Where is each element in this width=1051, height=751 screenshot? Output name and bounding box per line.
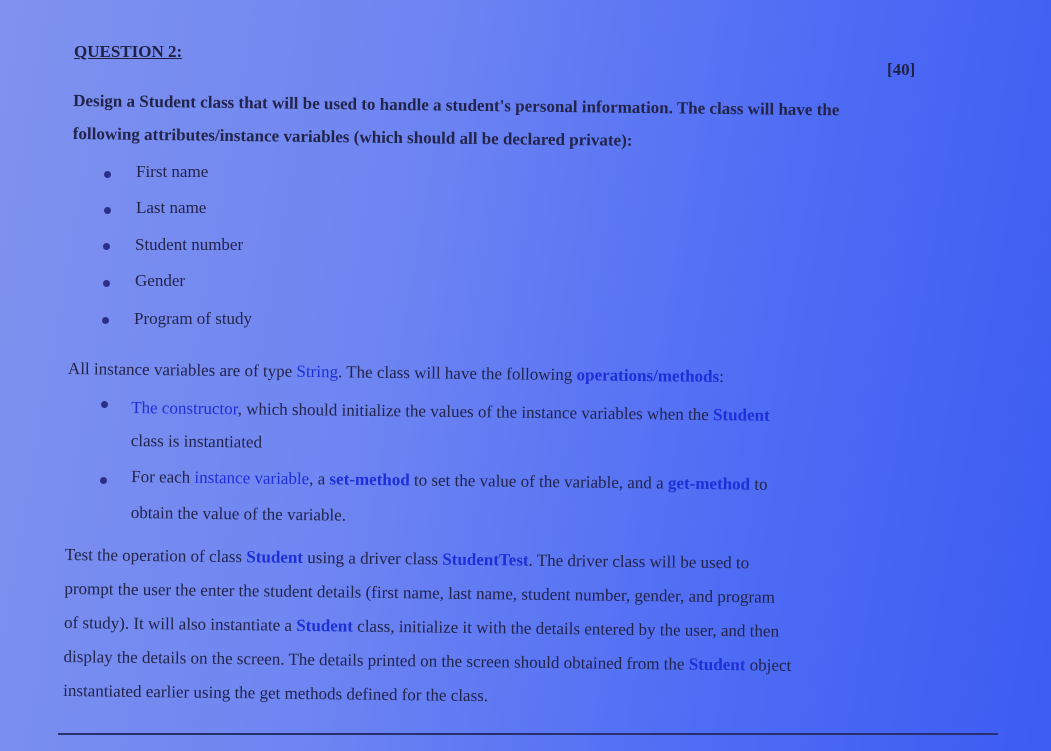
method-item-text: , a <box>309 469 330 489</box>
test-line-5: instantiated earlier using the get methods defined for the class. <box>63 680 489 706</box>
test-line-2: prompt the user the enter the student details (first name, last name, student number, gender, and program <box>64 579 776 607</box>
intro-paragraph <box>73 84 840 159</box>
bullet-icon <box>103 280 110 287</box>
test-text: Test the operation of class <box>64 545 247 567</box>
keyword-set-method: set-method <box>329 469 410 490</box>
keyword-student: Student <box>688 654 746 675</box>
method-item-constructor <box>131 391 770 465</box>
attribute-item: Program of study <box>134 309 253 328</box>
test-text: class, initialize it with the details entered by the user, and then <box>352 616 780 641</box>
bottom-rule <box>58 733 998 735</box>
methods-intro-text: . The class will have the following <box>337 362 577 385</box>
attribute-item: First name <box>136 162 209 181</box>
attribute-item: Student number <box>135 235 244 254</box>
keyword-student: Student <box>712 405 770 425</box>
intro-line-1: Design a Student class that will be used to handle a student's personal information. The class will have the <box>73 91 840 120</box>
methods-intro-text: All instance variables are of type <box>67 359 297 381</box>
test-text: of study). It will also instantiate a <box>63 613 297 635</box>
keyword-instance-variable: instance variable <box>194 467 310 489</box>
keyword-student: Student <box>296 615 354 636</box>
bullet-icon <box>102 317 109 324</box>
methods-intro <box>68 352 724 393</box>
question-title: QUESTION 2: <box>74 42 183 61</box>
method-item-text: , which should initialize the values of the instance variables when the <box>237 399 714 425</box>
keyword-studenttest: StudentTest <box>442 549 529 570</box>
method-item-text: to set the value of the variable, and a <box>409 470 669 493</box>
attribute-item: Last name <box>136 198 207 217</box>
attribute-item: Gender <box>135 271 186 290</box>
test-text: object <box>745 655 792 675</box>
bullet-icon <box>103 243 110 250</box>
bullet-icon <box>104 171 111 178</box>
method-item-line-2: obtain the value of the variable. <box>130 502 347 525</box>
methods-intro-text: : <box>719 366 725 387</box>
method-item-text: For each <box>131 467 195 487</box>
method-item-text: to <box>749 474 768 494</box>
keyword-student: Student <box>246 547 304 567</box>
keyword-methods: operations/methods <box>576 365 720 386</box>
test-text: . The driver class will be used to <box>528 550 750 573</box>
test-paragraph <box>63 538 793 717</box>
keyword-constructor: The constructor <box>131 398 238 419</box>
keyword-get-method: get-method <box>667 473 751 494</box>
bullet-icon <box>101 401 108 408</box>
question-marks: [40] <box>887 60 916 79</box>
test-text: using a driver class <box>302 547 443 569</box>
method-item-line-2: class is instantiated <box>130 430 263 452</box>
method-item-accessors <box>131 459 768 539</box>
intro-line-2: following attributes/instance variables (which should all be declared private): <box>72 123 633 150</box>
bullet-icon <box>100 477 107 484</box>
keyword-string: String <box>296 361 339 382</box>
bullet-icon <box>104 207 111 214</box>
test-text: display the details on the screen. The details printed on the screen should obtained from the <box>63 646 689 674</box>
